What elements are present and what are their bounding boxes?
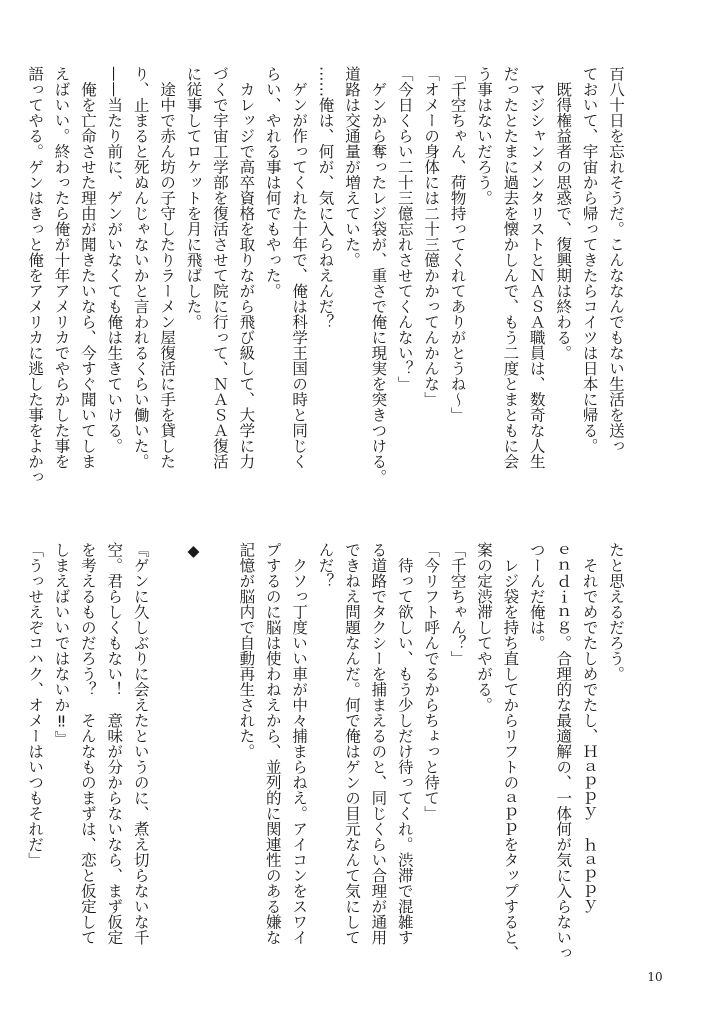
text-line: る道路でタクシーを捕まえるのと、同じくらい合理が通用 [369, 542, 388, 945]
text-line: ◆ [184, 542, 203, 560]
text-line: クソっ丁度いい車が中々捕まらねえ。アイコンをスワイ [290, 542, 309, 945]
text-line: ……俺は、何が、気に入らねえんだ？ [316, 66, 335, 330]
text-line: レジ袋を持ち直してからリフトのａｐｐをタップすると、 [501, 542, 520, 961]
text-line: つーんだ俺は。 [527, 542, 546, 651]
text-line: んだ？ [316, 542, 335, 589]
page-number: 10 [647, 970, 663, 984]
text-line: 「千空ちゃん？」 [448, 542, 467, 666]
text-line: ておいて、宇宙から帰ってきたらコイツは日本に帰る。 [580, 66, 599, 454]
text-line: ゲンから奪ったレジ袋が、重さで俺に現実を突きつける。 [369, 66, 388, 485]
text-line: 既得権益者の思惑で、復興期は終わる。 [554, 66, 573, 361]
text-line: 記憶が脳内で自動再生された。 [237, 542, 256, 759]
text-line: を考えるものだろう？ そんなものまずは、恋と仮定して [78, 542, 97, 945]
text-line: らい、やれる事は何でもやった。 [263, 66, 282, 299]
text-line: ——当たり前に、ゲンがいなくても俺は生きていける。 [105, 66, 124, 454]
text-line: マジシャンメンタリストとＮＡＳＡ職員は、数奇な人生 [527, 66, 546, 469]
text-line: カレッジで高卒資格を取りながら飛び級して、大学に力 [237, 66, 256, 469]
text-line: 『ゲンに久しぶりに会えたというのに、煮え切らないな千 [131, 542, 150, 945]
text-line: 語ってやる。ゲンはきっと俺をアメリカに逃した事をよかっ [26, 66, 45, 485]
text-line: ｅｎｄｉｎｇ。合理的な最適解の、一体何が気に入らないっ [554, 542, 573, 961]
text-line: しまえばいいではないか‼』 [52, 542, 71, 746]
text-line: だったとたまに過去を懐かしんで、もう二度とまともに会 [501, 66, 520, 469]
text-line: 道路は交通量が増えていた。 [342, 66, 361, 268]
text-line [207, 542, 233, 962]
text-line: 案の定渋滞してやがる。 [474, 542, 493, 713]
text-line: う事はないだろう。 [474, 66, 493, 206]
text-line: えばいい。終わったら俺が十年アメリカでやらかした事を [52, 66, 71, 469]
text-line [154, 542, 180, 962]
text-line: 百八十日を忘れそうだ。こんななんでもない生活を送っ [607, 66, 625, 454]
text-line: り、止まると死ぬんじゃないかと言われるくらい働いた。 [131, 66, 150, 469]
text-line: に従事してロケットを月に飛ばした。 [184, 66, 203, 330]
text-line: 「今日くらい二十三億忘れさせてくんない？」 [395, 66, 414, 392]
text-line: 途中で赤ん坊の子守したりラーメン屋復活に手を貸した [158, 66, 177, 469]
text-line: 待って欲しい、もう少しだけ待ってくれ。渋滞で混雑す [395, 542, 414, 945]
text-line: 「千空ちゃん、荷物持ってくれてありがとうね〜」 [448, 66, 467, 423]
text-line: 「今リフト呼んでるからちょっと待て」 [422, 542, 441, 821]
text-block-top [26, 66, 629, 506]
text-line: たと思えるだろう。 [607, 542, 625, 682]
text-line: 「オメーの身体には二十三億かかってんかんな」 [422, 66, 441, 407]
text-line: プするのに脳は使わねえから、並列的に関連性のある嫌な [263, 542, 282, 945]
text-line: できねえ問題なんだ。何で俺はゲンの目元なんて気にして [342, 542, 361, 945]
text-line: 俺を亡命させた理由が聞きたいなら、今すぐ聞いてしま [78, 66, 97, 469]
text-line: ゲンが作ってくれた十年で、俺は科学王国の時と同じく [290, 66, 309, 469]
text-block-bottom [26, 542, 629, 962]
text-line: それでめでたしめでたし、Ｈａｐｐｙ ｈａｐｐｙ [580, 542, 599, 914]
text-line: 「うっせえぞコハク、オメーはいつもそれだ」 [26, 542, 45, 868]
text-line: 空。君らしくもない！ 意味が分からないなら、まず仮定 [105, 542, 124, 945]
text-line: づくで宇宙工学部を復活させて院に行って、ＮＡＳＡ復活 [210, 66, 229, 469]
